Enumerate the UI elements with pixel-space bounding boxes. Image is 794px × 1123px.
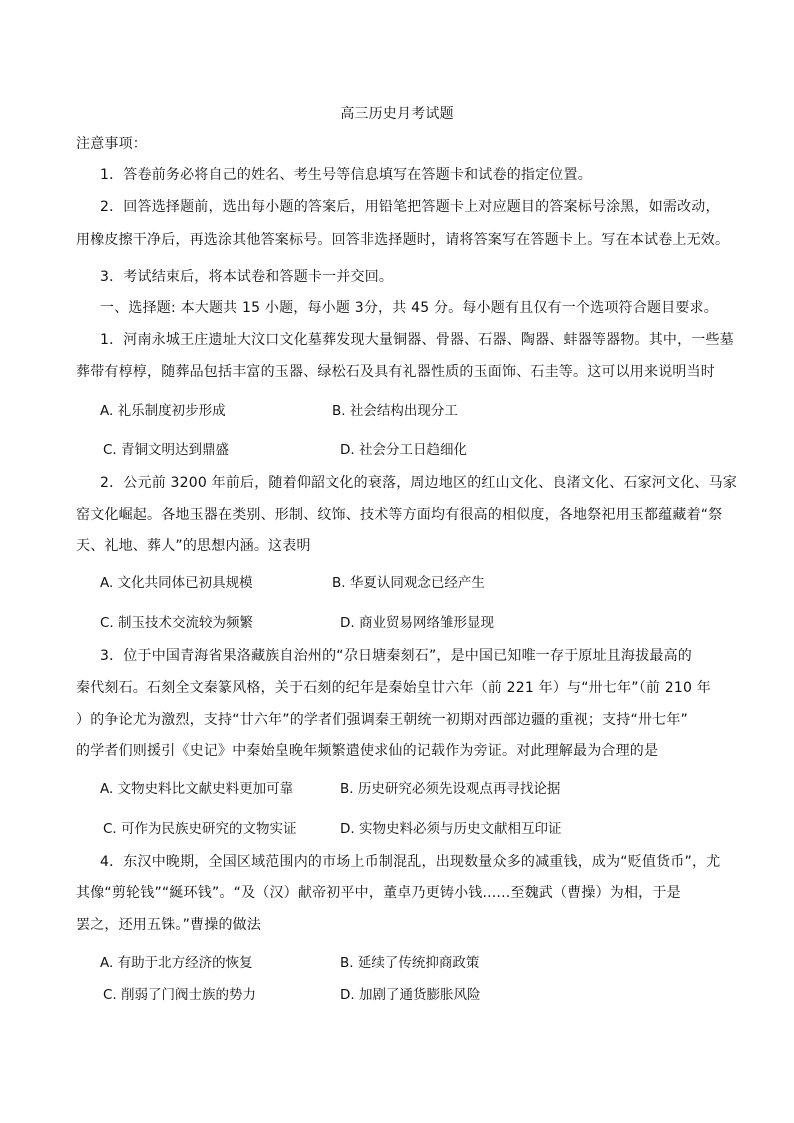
question-3-line-4: 的学者们则援引《史记》中秦始皇晚年频繁遣使求仙的记载作为旁证。对此理解最为合理的是 <box>76 743 659 759</box>
question-4-line-2: 其像“剪轮钱”“綖环钱”。“及（汉）献帝初平中，董卓乃更铸小钱......至魏武（曹操）为相，于是 <box>76 885 681 901</box>
notice-item-1: 1．答卷前务必将自己的姓名、考生号等信息填写在答题卡和试卷的指定位置。 <box>100 167 592 183</box>
question-3-option-b[interactable]: B. 历史研究必须先设观点再寻找论据 <box>340 781 561 797</box>
exam-title: 高三历史月考试题 <box>340 106 454 122</box>
question-1-option-a[interactable]: A. 礼乐制度初步形成 <box>100 403 226 419</box>
question-2-option-a[interactable]: A. 文化共同体已初具规模 <box>100 575 253 591</box>
question-1-option-c[interactable]: C. 青铜文明达到鼎盛 <box>103 442 230 458</box>
question-4-line-3: 罢之，还用五铢。”曹操的做法 <box>76 917 262 933</box>
question-1-line-1: 1．河南永城王庄遗址大汶口文化墓葬发现大量铜器、骨器、石器、陶器、蚌器等器物。其中，一些墓 <box>100 332 734 348</box>
question-4-option-a[interactable]: A. 有助于北方经济的恢复 <box>100 955 253 971</box>
section-heading: 一、选择题: 本大题共 15 小题，每小题 3分，共 45 分。每小题有且仅有一个选项符合题目要求。 <box>100 300 718 316</box>
question-2-option-b[interactable]: B. 华夏认同观念已经产生 <box>332 575 485 591</box>
question-1-option-d[interactable]: D. 社会分工日趋细化 <box>340 442 467 458</box>
notice-item-3: 3．考试结束后，将本试卷和答题卡一并交回。 <box>100 269 394 285</box>
question-1-line-2: 葬带有椁椁，随葬品包括丰富的玉器、绿松石及具有礼器性质的玉面饰、石圭等。这可以用来说明当时 <box>76 364 715 380</box>
question-4-option-d[interactable]: D. 加剧了通货膨胀风险 <box>340 987 481 1003</box>
notice-heading: 注意事项： <box>76 136 147 152</box>
question-2-line-3: 天、礼地、葬人”的思想内涵。这表明 <box>76 538 311 554</box>
question-2-line-2: 窑文化崛起。各地玉器在类别、形制、纹饰、技术等方面均有很高的相似度，各地祭祀用玉都蕴藏着“祭 <box>76 507 723 523</box>
question-3-option-a[interactable]: A. 文物史料比文献史料更加可靠 <box>100 781 294 797</box>
question-3-option-d[interactable]: D. 实物史料必须与历史文献相互印证 <box>340 821 562 837</box>
question-3-line-3: ）的争论尤为激烈，支持“廿六年”的学者们强调秦王朝统一初期对西部边疆的重视；支持“卅七年” <box>76 712 689 728</box>
question-3-line-1: 3．位于中国青海省果洛藏族自治州的“尕日塘秦刻石”，是中国已知唯一存于原址且海拔最高的 <box>100 648 693 664</box>
question-3-line-2: 秦代刻石。石刻全文秦篆风格，关于石刻的纪年是秦始皇廿六年（前 221 年）与“卅七年”（前 210 年 <box>76 680 711 696</box>
question-2-option-d[interactable]: D. 商业贸易网络雏形显现 <box>340 615 494 631</box>
notice-item-2-cont: 用橡皮擦干净后，再选涂其他答案标号。回答非选择题时，请将答案写在答题卡上。写在本试卷上无效。 <box>76 232 730 248</box>
question-4-option-c[interactable]: C. 削弱了门阀士族的势力 <box>103 987 257 1003</box>
question-1-option-b[interactable]: B. 社会结构出现分工 <box>332 403 458 419</box>
notice-item-2: 2．回答选择题前，选出每小题的答案后，用铅笔把答题卡上对应题目的答案标号涂黑，如需改动， <box>100 199 720 215</box>
question-3-option-c[interactable]: C. 可作为民族史研究的文物实证 <box>103 821 297 837</box>
question-2-option-c[interactable]: C. 制玉技术交流较为频繁 <box>100 615 254 631</box>
question-4-line-1: 4．东汉中晚期，全国区域范围内的市场上币制混乱，出现数量众多的减重钱，成为“贬值货币”，尤 <box>100 854 721 870</box>
question-2-line-1: 2．公元前 3200 年前后，随着仰韶文化的衰落，周边地区的红山文化、良渚文化、石家河文化、马家 <box>100 475 738 491</box>
question-4-option-b[interactable]: B. 延续了传统抑商政策 <box>340 955 480 971</box>
